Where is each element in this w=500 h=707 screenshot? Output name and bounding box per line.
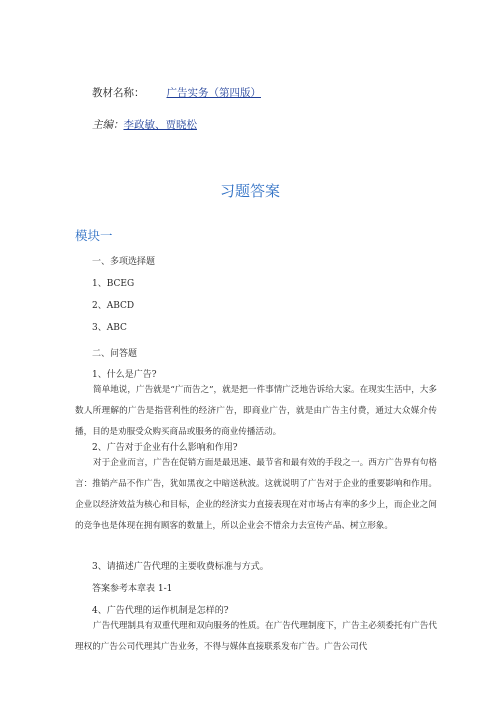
answer-item: 2、ABCD: [92, 301, 135, 311]
answer-paragraph: 答案参考本章表 1-1: [92, 584, 173, 594]
module-heading: 模块一: [75, 228, 113, 243]
answer-item: 3、ABC: [92, 323, 127, 333]
answer-paragraph: 简单地说，广告就是“广而告之”，就是把一件事情广泛地告诉给大家。在现实生活中，大多数人所理解的广告是指营利性的经济广告，即商业广告，就是由广告主付费，通过大众媒介传播，目的是劝服受众购买商品或服务的商业传播活动。: [75, 385, 437, 437]
answer-item: 1、BCEG: [92, 279, 135, 289]
textbook-link[interactable]: 广告实务（第四版）: [166, 87, 261, 99]
page-title: 习题答案: [219, 182, 280, 200]
textbook-label: 教材名称：: [92, 87, 145, 99]
editor-link[interactable]: 李政敏、贾晓松: [123, 119, 197, 131]
editor-label: 主编：: [92, 119, 124, 131]
question: 3、请描述广告代理的主要收费标准与方式。: [92, 562, 269, 572]
question: 4、广告代理的运作机制是怎样的?: [92, 606, 229, 616]
answer-paragraph: 广告代理制具有双重代理和双向服务的性质。在广告代理制度下，广告主必须委托有广告代理权的广告公司代理其广告业务，不得与媒体直接联系发布广告。广告公司代: [75, 621, 437, 652]
section-heading-choice: 一、多项选择题: [92, 257, 156, 267]
question: 1、什么是广告?: [92, 370, 157, 380]
answer-paragraph: 对于企业而言，广告在促销方面是最迅速、最节省和最有效的手段之一。西方广告界有句格言：推销产品不作广告，犹如黑夜之中暗送秋波。这就说明了广告对于企业的重要影响和作用。企业以经济效益为核心和目标，企业的经济实力直接表现在对市场占有率的多少上，而企业之间的竞争也是体现在拥有顾客的数量上，所以企业会不惜余力去宣传产品、树立形象。: [75, 458, 437, 531]
textbook-row: [92, 85, 261, 100]
section-heading-qa: 二、问答题: [92, 349, 138, 359]
editor-row: [92, 117, 197, 132]
question: 2、广告对于企业有什么影响和作用?: [92, 443, 238, 453]
